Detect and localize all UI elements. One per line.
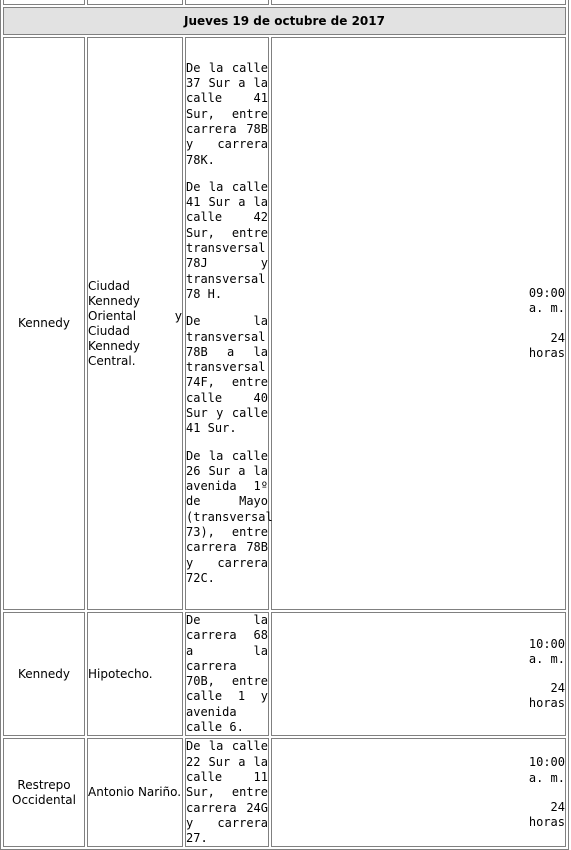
tramo-item: De la carrera 68 a la carrera 70B, entre calle 1 y avenida calle 6. bbox=[186, 613, 268, 735]
tramos-cell bbox=[185, 37, 273, 610]
barrio-cell bbox=[87, 37, 183, 610]
duracion-value: 24 bbox=[550, 799, 565, 814]
barrio-cell bbox=[87, 738, 183, 847]
date-header-row bbox=[3, 7, 566, 35]
tramo-item: De la calle 22 Sur a la calle 11 Sur, entre carrera 24G y carrera 27. bbox=[186, 739, 268, 846]
hora-time: 10:00 bbox=[528, 636, 565, 651]
duracion-value: 24 bbox=[550, 330, 565, 345]
hora-time: 10:00 bbox=[528, 755, 565, 770]
hora-cell bbox=[271, 37, 566, 610]
table-row bbox=[3, 37, 566, 610]
hora-ampm: a. m. bbox=[528, 651, 565, 666]
tramo-item: De la calle 41 Sur a la calle 42 Sur, entre transversal 78J y transversal 78 H. bbox=[186, 179, 268, 301]
hora-cell bbox=[271, 612, 566, 736]
duracion-value: 24 bbox=[550, 681, 565, 696]
table-row bbox=[3, 612, 566, 736]
date-header: Jueves 19 de octubre de 2017 bbox=[3, 7, 566, 35]
barrio-text: Antonio Nariño. bbox=[88, 785, 182, 800]
hora-ampm: a. m. bbox=[528, 301, 565, 316]
stub-cell bbox=[3, 0, 85, 5]
localidad-cell: Restrepo Occidental bbox=[3, 738, 85, 847]
tramo-item: De la transversal 78B a la transversal 74F, entre calle 40 Sur y calle 41 Sur. bbox=[186, 314, 268, 436]
table-row bbox=[3, 738, 566, 847]
tramos-cell bbox=[185, 612, 269, 736]
tramo-item: De la calle 26 Sur a la avenida 1º de Mayo (transversal 73), entre carrera 78B y carrera 72C. bbox=[186, 448, 273, 585]
tramo-item: De la calle 37 Sur a la calle 41 Sur, entre carrera 78B y carrera 78K. bbox=[186, 60, 268, 167]
hora-ampm: a. m. bbox=[528, 770, 565, 785]
duracion-unit: horas bbox=[528, 815, 565, 830]
stub-cell bbox=[87, 0, 183, 5]
duracion-unit: horas bbox=[528, 345, 565, 360]
hora-time: 09:00 bbox=[528, 285, 565, 300]
barrio-cell bbox=[87, 612, 183, 736]
barrio-text: Hipotecho. bbox=[88, 666, 153, 681]
previous-row-stub bbox=[3, 0, 566, 5]
localidad-cell: Kennedy bbox=[3, 612, 85, 736]
duracion-unit: horas bbox=[528, 696, 565, 711]
barrio-text: Ciudad Kennedy Oriental y Ciudad Kennedy Central. bbox=[88, 278, 182, 368]
stub-cell bbox=[271, 0, 566, 5]
hora-cell bbox=[271, 738, 566, 847]
tramos-cell bbox=[185, 738, 269, 847]
localidad-cell: Kennedy bbox=[3, 37, 85, 610]
stub-cell bbox=[185, 0, 269, 5]
